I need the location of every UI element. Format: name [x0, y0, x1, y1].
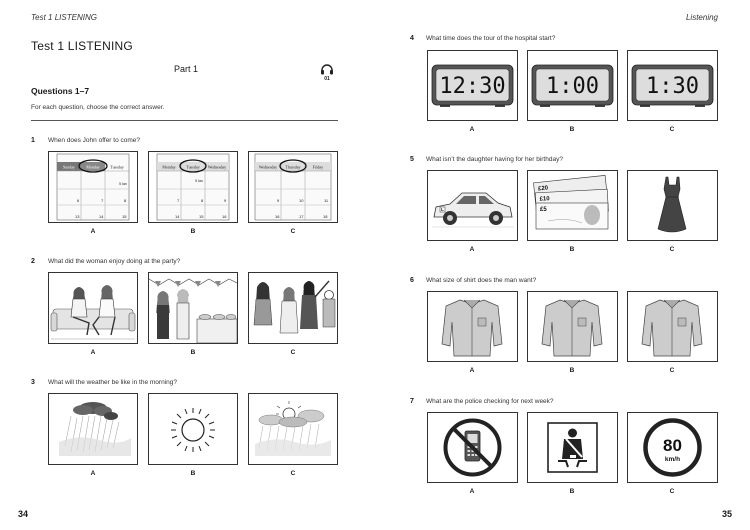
q2-option-c-label[interactable]: C [290, 349, 296, 356]
question-5-text: What isn’t the daughter having for her birthday? [426, 156, 563, 163]
q6-option-c-image[interactable] [627, 291, 718, 362]
q1-option-a-image[interactable] [48, 151, 138, 223]
question-7-number: 7 [410, 398, 414, 405]
question-4-text: What time does the tour of the hospital start? [426, 35, 556, 42]
track-number: 01 [324, 76, 330, 82]
q5-option-b-label[interactable]: B [569, 246, 575, 253]
cal-b-day-3: Wednesday [207, 164, 227, 170]
digital-clock-illustration [628, 51, 717, 120]
q6-option-b-label[interactable]: B [569, 367, 575, 374]
page-number-left: 34 [18, 509, 29, 519]
running-header-left: Test 1 LISTENING [31, 13, 97, 22]
question-3-number: 3 [31, 379, 35, 386]
q4-option-b-image[interactable] [527, 50, 618, 121]
q5-option-c-image[interactable] [627, 170, 718, 241]
cal-a-num: 14 [99, 214, 104, 219]
note-5: £5 [540, 207, 547, 213]
car-icon [428, 171, 517, 240]
cal-c-num: 18 [323, 214, 328, 219]
q4-option-a-label[interactable]: A [469, 126, 475, 133]
q1-option-a-label[interactable]: A [90, 228, 96, 235]
running-header-right: Listening [685, 13, 718, 22]
question-4-number: 4 [410, 35, 414, 42]
sun-and-rain-icon [249, 394, 337, 464]
q3-option-b-image[interactable] [148, 393, 238, 465]
cal-a-num: 8 [124, 198, 127, 203]
q6-option-a-image[interactable] [427, 291, 518, 362]
cal-c-num: 17 [299, 214, 304, 219]
cal-b-num: 15 [199, 214, 204, 219]
headphones-icon [320, 64, 334, 75]
question-3-text: What will the weather be like in the morning? [48, 379, 177, 386]
q7-option-b-image[interactable] [527, 412, 618, 483]
q3-option-c-image[interactable] [248, 393, 338, 465]
cal-c-day-1: Wednesday [258, 164, 278, 170]
question-1-number: 1 [31, 137, 35, 144]
speed-limit-number: 80 [663, 436, 682, 455]
page-title: Test 1 LISTENING [31, 39, 133, 53]
q4-option-a-image[interactable] [427, 50, 518, 121]
cal-a-num: 7 [101, 198, 104, 203]
cal-a-day-2: Monday [86, 164, 100, 170]
cal-c-num: 9 [277, 198, 280, 203]
question-2-number: 2 [31, 258, 35, 265]
seatbelt-sign-icon [528, 413, 617, 482]
cal-a-num: 15 [122, 214, 127, 219]
q5-option-a-label[interactable]: A [469, 246, 475, 253]
note-10: £10 [539, 196, 550, 203]
q1-option-c-label[interactable]: C [290, 228, 296, 235]
cal-b-num: 14 [175, 214, 180, 219]
q1-option-b-label[interactable]: B [190, 228, 196, 235]
q7-option-c-image[interactable] [627, 412, 718, 483]
q7-option-b-label[interactable]: B [569, 488, 575, 495]
q7-option-a-label[interactable]: A [469, 488, 475, 495]
svg-text:L: L [441, 207, 444, 212]
cal-c-day-3: Friday [312, 164, 324, 170]
page-number-right: 35 [721, 509, 732, 519]
q2-option-b-image[interactable] [148, 272, 238, 344]
section-divider [31, 120, 338, 121]
calendar-illustration [49, 152, 137, 222]
q2-option-c-image[interactable] [248, 272, 338, 344]
question-6-number: 6 [410, 277, 414, 284]
cal-c-num: 16 [275, 214, 280, 219]
question-7-text: What are the police checking for next week? [426, 398, 554, 405]
cal-b-num: 16 [222, 214, 227, 219]
q2-option-b-label[interactable]: B [190, 349, 196, 356]
cal-a-day-3: Tuesday [110, 164, 124, 170]
digital-clock-illustration [528, 51, 617, 120]
q3-option-a-label[interactable]: A [90, 470, 96, 477]
q5-option-b-image[interactable] [527, 170, 618, 241]
shirt-icon [528, 292, 617, 361]
cal-b-num: 9 [224, 198, 227, 203]
q3-option-b-label[interactable]: B [190, 470, 196, 477]
women-chatting-illustration [49, 273, 137, 343]
dress-icon [628, 171, 717, 240]
q1-option-b-image[interactable] [148, 151, 238, 223]
note-20: £20 [537, 185, 549, 193]
q6-option-a-label[interactable]: A [469, 367, 475, 374]
cal-c-num: 10 [299, 198, 304, 203]
clock-c-time: 1:30 [646, 74, 699, 99]
cal-b-num: 7 [177, 198, 180, 203]
cal-c-day-2: Thursday [285, 164, 301, 170]
instruction-text: For each question, choose the correct answer. [31, 104, 165, 111]
q5-option-c-label[interactable]: C [669, 246, 675, 253]
cal-a-note: 5 Ian [119, 182, 127, 186]
cal-c-num: 11 [324, 198, 329, 203]
women-dancing-illustration [249, 273, 337, 343]
cal-b-num: 8 [201, 198, 204, 203]
shirt-icon [428, 292, 517, 361]
q2-option-a-image[interactable] [48, 272, 138, 344]
part-heading: Part 1 [174, 64, 199, 74]
q6-option-c-label[interactable]: C [669, 367, 675, 374]
cal-b-note: 5 Ian [195, 179, 203, 183]
clock-a-time: 12:30 [439, 74, 506, 99]
q4-option-c-label[interactable]: C [669, 126, 675, 133]
banknotes-illustration [528, 171, 617, 240]
question-5-number: 5 [410, 156, 414, 163]
cal-a-num: 13 [75, 214, 80, 219]
q7-option-c-label[interactable]: C [669, 488, 675, 495]
q5-option-a-image[interactable] [427, 170, 518, 241]
q3-option-c-label[interactable]: C [290, 470, 296, 477]
women-at-buffet-illustration [149, 273, 237, 343]
rain-cloud-illustration [49, 394, 137, 464]
q4-option-c-image[interactable] [627, 50, 718, 121]
sun-icon [149, 394, 237, 464]
cal-b-day-2: Tuesday [186, 164, 200, 170]
cal-a-day-1: Sunday [63, 164, 75, 170]
q2-option-a-label[interactable]: A [90, 349, 96, 356]
question-2-text: What did the woman enjoy doing at the party? [48, 258, 181, 265]
q7-option-a-image[interactable] [427, 412, 518, 483]
right-page [375, 0, 750, 530]
q6-option-b-image[interactable] [527, 291, 618, 362]
speed-limit-sign-icon [628, 413, 717, 482]
q4-option-b-label[interactable]: B [569, 126, 575, 133]
cal-a-num: 6 [77, 198, 80, 203]
clock-b-time: 1:00 [546, 74, 599, 99]
q3-option-a-image[interactable] [48, 393, 138, 465]
speed-limit-unit: km/h [664, 456, 681, 463]
no-phone-sign-icon [428, 413, 517, 482]
question-6-text: What size of shirt does the man want? [426, 277, 537, 284]
cal-b-day-1: Monday [162, 164, 176, 170]
q1-option-c-image[interactable] [248, 151, 338, 223]
shirt-icon [628, 292, 717, 361]
questions-heading: Questions 1–7 [31, 86, 90, 96]
digital-clock-illustration [428, 51, 517, 120]
audio-track[interactable] [320, 64, 334, 82]
calendar-illustration [249, 152, 337, 222]
calendar-illustration [149, 152, 237, 222]
question-1-text: When does John offer to come? [48, 137, 141, 144]
